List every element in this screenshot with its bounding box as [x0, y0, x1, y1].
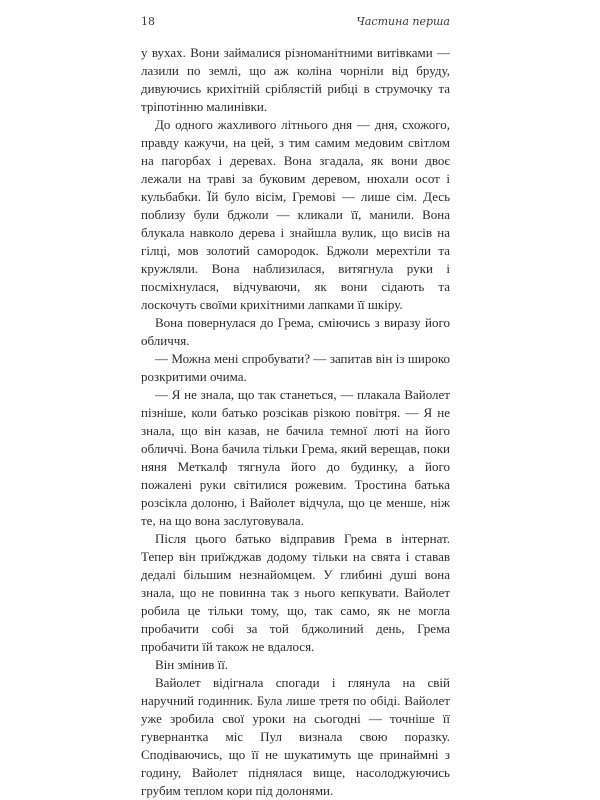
running-head: Частина перша	[356, 15, 450, 28]
paragraph-1: у вухах. Вони займалися різноманітними витівками — лазили по землі, що аж коліна чорніли від бруду, дивуючись крихітній сріблястій рибці в струмочку та тріпотінню малинівки.	[141, 45, 450, 114]
page-number: 18	[141, 15, 155, 28]
paragraph-2: До одного жахливого літнього дня — дня, схожого, правду кажучи, на цей, з тим самим медовим світлом на пагорбах і деревах. Вона згадала, як вони двоє лежали на траві за буковим деревом, нюхали осот і кульбабки. Їй було вісім, Гремові — лише сім. Десь поблизу були бджоли — кликали її, манили. Вона блукала навколо дерева і знайшла вулик, що висів на гілці, мов золотий самородок. Бджоли мерехтіли та кружляли. Вона наблизилася, витягнула руки і посміхнулася, відчуваючи, як вони сідають та лоскочуть своїми крихітними лапками її шкіру.	[141, 117, 450, 312]
paragraph-5: — Я не знала, що так станеться, — плакала Вайолет пізніше, коли батько розсікав різкою повітря. — Я не знала, що він казав, не бачила темної люті на його обличчі. Вона бачила тільки Грема, який верещав, поки няня Меткалф тягнула його до будинку, а його пожалені руки світилися рожевим. Тростина батька розсікла долоню, і Вайолет відчула, що це менше, ніж те, на що вона заслуговувала.	[141, 387, 450, 528]
paragraph-3: Вона повернулася до Грема, сміючись з виразу його обличчя.	[141, 315, 450, 348]
paragraph-4: — Можна мені спробувати? — запитав він із широко розкритими очима.	[141, 351, 450, 384]
paragraph-6: Після цього батько відправив Грема в інтернат. Тепер він приїжджав додому тільки на свята і ставав дедалі більшим незнайомцем. У глибині душі вона знала, що не повинна так з нього кепкувати. Вайолет робила це тільки тому, що, так само, як не могла пробачити собі за той бджолиний день, Грема пробачити їй також не вдалося.	[141, 531, 450, 654]
page-header	[141, 15, 450, 29]
paragraph-7: Він змінив її.	[155, 657, 229, 672]
paragraph-8: Вайолет відігнала спогади і глянула на свій наручний годинник. Була лише третя по обіді. Вайолет уже зробила свої уроки на сьогодні — точніше її гувернантка міс Пул визнала свою поразку. Сподіваючись, що її не шукатимуть ще принаймні з годину, Вайолет піднялася вище, насолоджуючись грубим теплом кори під долонями.	[141, 675, 450, 798]
body-text	[141, 44, 450, 800]
